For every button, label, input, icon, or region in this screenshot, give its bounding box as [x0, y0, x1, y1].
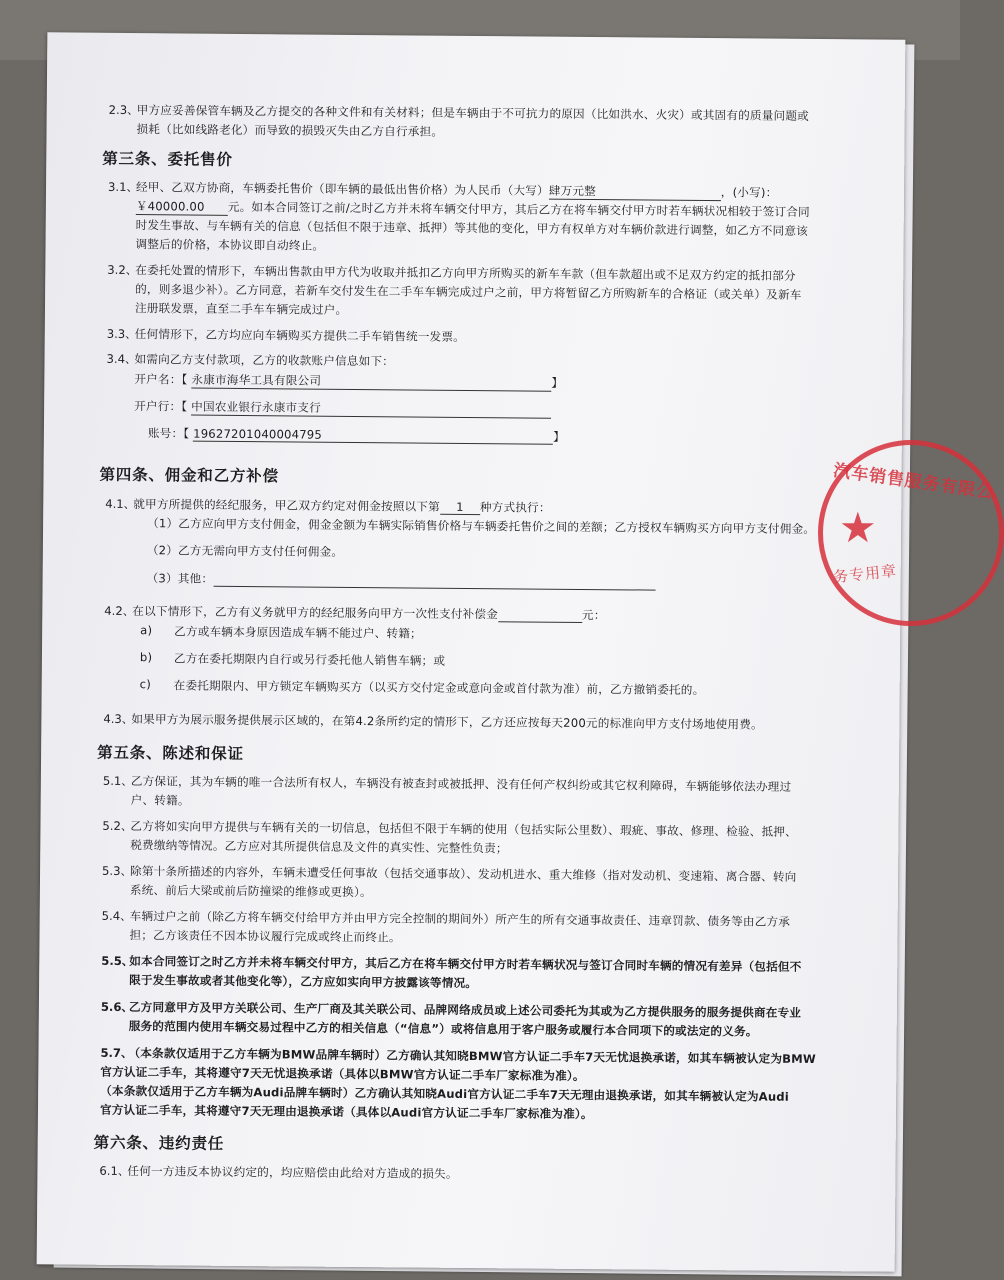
- clause-text: （本条款仅适用于乙方车辆为Audi品牌车辆时）乙方确认其知晓Audi官方认证二手车7天无理由退换承诺，如其车辆被认定为Audi: [100, 1083, 790, 1104]
- clause-text-part: 元。如本合同签订之前/之时乙方并未将车辆交付甲方，其后乙方在将车辆交付甲方时若车辆状况相较于签订合同: [227, 199, 810, 219]
- commission-choice-field: [440, 500, 480, 515]
- clause-number: 5.6、: [100, 999, 134, 1015]
- clause-text-part: 在以下情形下，乙方有义务就甲方的经纪服务向甲方一次性支付补偿金: [132, 604, 499, 622]
- amount-in-words: 肆万元整: [548, 183, 597, 199]
- bank-field: [191, 399, 551, 419]
- account-number-value: 19627201040004795: [193, 426, 323, 442]
- clause-text: （本条款仅适用于乙方车辆为BMW品牌车辆时）乙方确认其知晓BMW官方认证二手车7天无忧退换承诺，如其车辆被认定为BMW: [128, 1046, 816, 1067]
- clause-text: 甲方应妥善保管车辆及乙方提交的各种文件和有关材料；但是车辆由于不可抗力的原因（比如洪水、火灾）或其固有的质量问题或: [136, 103, 810, 123]
- section-title: 第三条、委托售价: [102, 149, 233, 169]
- clause-text: 官方认证二手车，其将遵守7天无忧退换承诺（具体以BMW官方认证二手车厂家标准为准）。: [100, 1064, 585, 1084]
- clause-number: 5.4、: [101, 908, 132, 924]
- clause-text: 在委托处置的情形下，车辆出售款由甲方代为收取并抵扣乙方向甲方所购买的新车车款（但车款超出或不足双方约定的抵扣部分: [135, 263, 796, 283]
- clause-text: 调整后的价格，本协议即自动终止。: [135, 237, 325, 253]
- company-seal-stamp: [818, 440, 1004, 626]
- clause-text: 系统、前后大梁或前后防撞梁的维修或更换）。: [129, 883, 372, 900]
- clause-text: 除第十条所描述的内容外，车辆未遭受任何事故（包括交通事故）、发动机进水、重大维修（指对发动机、变速箱、离合器、转向: [130, 864, 797, 884]
- clause-text: 税费缴纳等情况。乙方应对其所提供信息及文件的真实性、完整性负责；: [130, 838, 508, 856]
- clause-number: 3.1、: [107, 179, 139, 195]
- amount-in-figures-field: [136, 198, 228, 216]
- clause-number: 4.2、: [104, 603, 135, 619]
- clause-number: 4.3、: [103, 711, 134, 727]
- clause-text: 如本合同签订之时乙方并未将车辆交付甲方，其后乙方在将车辆交付甲方时若车辆状况与签订合同时车辆的情况有差异（包括但不: [129, 954, 802, 974]
- bank-row: [134, 398, 551, 419]
- account-number-field: [193, 427, 553, 445]
- clause-number: 3.4、: [106, 351, 137, 367]
- clause-text: 限于发生事故或者其他变化等），乙方应如实向甲方披露该等情况。: [129, 973, 478, 991]
- clause-number: 3.2、: [107, 262, 138, 278]
- seal-star-icon: ★: [839, 503, 877, 552]
- clause-text: 任何情形下，乙方均应向车辆购买方提供二手车销售统一发票。: [134, 327, 466, 344]
- clause-text: 乙方将如实向甲方提供与车辆有关的一切信息，包括但不限于车辆的使用（包括实际公里数）、瑕疵、事故、修理、检验、抵押、: [130, 819, 797, 839]
- account-name-row: [134, 371, 563, 392]
- clause-text: 车辆过户之前（除乙方将车辆交付给甲方并由甲方完全控制的期间外）所产生的所有交通事故责任、违章罚款、债务等由乙方承: [129, 909, 791, 929]
- bank-value: 中国农业银行永康市支行: [191, 399, 321, 415]
- option-label: （3）其他：: [146, 571, 214, 586]
- list-item: 在委托期限内、甲方锁定车辆购买方（以买方交付定金或意向金或首付款为准）前，乙方撤销委托的。: [173, 678, 705, 698]
- list-marker: b): [139, 650, 153, 665]
- account-name-field: [191, 372, 551, 392]
- bank-label: 开户行：【: [134, 399, 188, 414]
- section-title: 第六条、违约责任: [93, 1133, 225, 1153]
- section-title: 第四条、佣金和乙方补偿: [99, 465, 279, 486]
- clause-text: 官方认证二手车，其将遵守7天无理由退换承诺（具体以Audi官方认证二手车厂家标准为准）。: [99, 1102, 593, 1122]
- account-name-value: 永康市海华工具有限公司: [191, 372, 322, 388]
- clause-text-part: ，(小写)：: [720, 185, 778, 200]
- list-marker: a): [140, 623, 153, 638]
- bracket-close: 】: [551, 375, 564, 390]
- clause-text: 的，则多退少补）。乙方同意，若新车交付发生在二手车车辆完成过户之前，甲方将暂留乙方所购新车的合格证（或关单）及新车: [135, 282, 802, 302]
- clause-text: [132, 603, 605, 623]
- clause-number: 2.3、: [108, 102, 139, 118]
- seal-bottom-text: 务专用章: [832, 561, 898, 587]
- list-marker: c): [139, 677, 152, 692]
- clause-text: 损耗（比如线路老化）而导致的损毁灭失由乙方自行承担。: [136, 122, 444, 139]
- document-page: [37, 32, 906, 1271]
- clause-text-part: 元：: [581, 607, 606, 623]
- account-number-label: 账号：【: [147, 426, 190, 441]
- section-title: 第五条、陈述和保证: [97, 743, 244, 764]
- clause-text-part: 经甲、乙双方协商，车辆委托售价（即车辆的最低出售价格）为人民币（大写）: [135, 180, 549, 198]
- clause-number: 5.2、: [102, 818, 133, 834]
- clause-number: 4.1、: [105, 496, 136, 512]
- account-name-label: 开户名：【: [134, 372, 188, 387]
- clause-text: 如需向乙方支付款项，乙方的收款账户信息如下：: [134, 352, 395, 369]
- clause-number: 5.7、: [100, 1045, 133, 1061]
- clause-text: 服务的范围内使用车辆交易过程中乙方的相关信息（“信息”）或将信息用于客户服务或履行本合同项下的或法定的义务。: [128, 1019, 758, 1039]
- option-item: （1）乙方应向甲方支付佣金，佣金金额为车辆实际销售价格与车辆委托售价之间的差额；乙方授权车辆购买方向甲方支付佣金。: [147, 516, 816, 536]
- clause-text: 时发生事故、与车辆有关的信息（包括但不限于违章、抵押）等其他的变化，甲方有权单方对车辆价款进行调整，如乙方不同意该: [135, 218, 808, 238]
- option-item: （2）乙方无需向甲方支付任何佣金。: [146, 543, 344, 559]
- clause-text: 乙方保证，其为车辆的唯一合法所有权人，车辆没有被查封或被抵押、没有任何产权纠纷或其它权利障碍，车辆能够依法办理过: [130, 774, 792, 794]
- seal-top-text: 汽车销售服务有限公: [832, 460, 996, 504]
- clause-text-part: 种方式执行：: [479, 500, 551, 515]
- clause-number: 3.3、: [106, 326, 137, 342]
- clause-number: 5.5、: [101, 953, 134, 969]
- clause-text: 如果甲方为展示服务提供展示区域的，在第4.2条所约定的情形下，乙方还应按每天200元的标准向甲方支付场地使用费。: [131, 712, 763, 732]
- clause-text: 任何一方违反本协议约定的，均应赔偿由此给对方造成的损失。: [127, 1164, 458, 1181]
- clause-number: 5.3、: [102, 863, 133, 879]
- clause-text: 乙方同意甲方及甲方关联公司、生产厂商及其关联公司、品牌网络成员或上述公司委托为其或为乙方提供服务的服务提供商在专业: [128, 1000, 802, 1020]
- clause-number: 6.1、: [99, 1163, 130, 1179]
- bracket-close: 】: [553, 429, 566, 444]
- compensation-blank-field: [498, 607, 582, 623]
- other-blank-field: [213, 572, 655, 591]
- option-item: [147, 570, 656, 590]
- amount-in-words-field: [549, 183, 721, 202]
- clause-number: 5.1、: [102, 773, 133, 789]
- clause-text: 注册联发票，直至二手车车辆完成过户。: [134, 301, 348, 317]
- account-number-row: [148, 425, 565, 445]
- list-item: 乙方或车辆本身原因造成车辆不能过户、转籍；: [174, 624, 422, 641]
- document-content: [37, 32, 906, 1271]
- amount-in-figures: ￥40000.00: [135, 199, 205, 214]
- clause-text: 担；乙方该责任不因本协议履行完成或终止而终止。: [129, 928, 401, 945]
- list-item: 乙方在委托期限内自行或另行委托他人销售车辆；或: [173, 651, 446, 668]
- commission-choice: 1: [456, 499, 464, 514]
- clause-text: 户、转籍。: [130, 793, 190, 808]
- clause-text: [133, 496, 551, 516]
- clause-text-part: 就甲方所提供的经纪服务，甲乙双方约定对佣金按照以下第: [133, 497, 440, 514]
